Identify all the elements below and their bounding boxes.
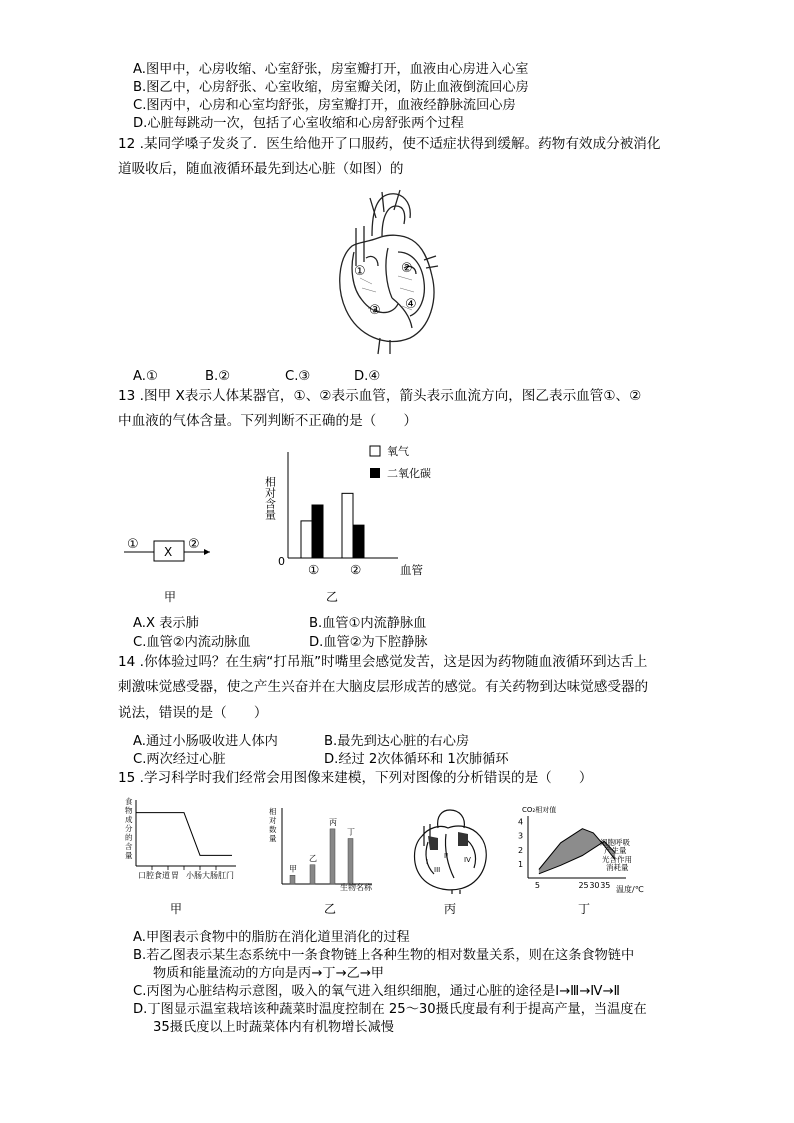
heart-label-3: ③ <box>369 303 381 318</box>
q14-stem-line2: 刺激味觉感受器，使之产生兴奋并在大脑皮层形成苦的感觉。有关药物到达味觉感受器的 <box>118 679 649 695</box>
ding-xtick-5: 5 <box>534 881 540 890</box>
q15-caption-bing: 丙 <box>444 902 457 916</box>
jia-x-label-5: 大肠 <box>202 871 218 880</box>
ding-ytick-2: 2 <box>518 845 524 855</box>
q14-option-c[interactable]: C.两次经过心脏 <box>133 752 226 767</box>
yi-bar-3 <box>330 829 335 884</box>
jia-ylabel-char-1: 食 <box>125 797 133 806</box>
bing-label-4: IV <box>464 856 471 864</box>
jia-x-label-1: 口腔 <box>138 871 154 880</box>
chart-category-2: ② <box>350 562 362 577</box>
q14-stem-line3: 说法，错误的是（ ） <box>118 705 268 721</box>
ding-ylabel: CO₂相对值 <box>522 806 557 814</box>
bing-label-2: II <box>444 852 449 860</box>
q15-option-b-continued: 物质和能量流动的方向是丙→丁→乙→甲 <box>153 966 384 981</box>
ding-xtick-35: 35 <box>600 881 611 890</box>
yi-bar-1 <box>290 875 295 884</box>
jia-x-label-6: 肛门 <box>218 871 234 880</box>
q15-caption-yi: 乙 <box>324 902 337 916</box>
heart-label-4: ④ <box>405 297 417 312</box>
jia-x-label-4: 小肠 <box>186 871 202 880</box>
q13-fig-jia <box>124 532 216 568</box>
bar-oxygen-vessel-2 <box>342 493 353 558</box>
q12-option-a[interactable]: A.① <box>133 369 158 384</box>
ding-legend-resp-2: 产生量 <box>604 846 627 855</box>
ding-xtick-25: 25 <box>578 881 589 890</box>
q13-stem-line2: 中血液的气体含量。下列判断不正确的是（ ） <box>118 413 418 429</box>
ding-legend-photo-1: 光合作用 <box>602 855 632 864</box>
yi-bar-2 <box>310 865 315 884</box>
q14-stem-line1: 14 .你体验过吗？在生病“打吊瓶”时嘴里会感觉发苦，这是因为药物随血液循环到达舌上 <box>118 654 648 670</box>
yi-ylabel-char-3: 数 <box>269 825 277 834</box>
q13-option-d[interactable]: D.血管②为下腔静脉 <box>309 635 428 650</box>
jia-ylabel-char-2: 物 <box>125 806 133 815</box>
bing-label-1: I <box>426 858 429 866</box>
chart-xlabel: 血管 <box>400 563 423 577</box>
q15-option-d[interactable]: D.丁图显示温室栽培该种蔬菜时温度控制在 25～30摄氏度最有利于提高产量，当温度在 <box>133 1002 647 1017</box>
jia-ylabel-char-3: 成 <box>125 815 133 824</box>
heart-label-2: ② <box>401 261 413 276</box>
q13-gas-bar-chart <box>263 436 436 582</box>
q11-option-a[interactable]: A.图甲中，心房收缩、心室舒张，房室瓣打开，血液由心房进入心室 <box>133 62 529 77</box>
bing-label-3: III <box>434 866 441 874</box>
q15-caption-jia: 甲 <box>170 902 183 916</box>
q12-option-b[interactable]: B.② <box>205 369 231 384</box>
fig-jia-out-label: ② <box>188 537 200 552</box>
q12-option-c[interactable]: C.③ <box>285 369 311 384</box>
q15-fig-bing-heart <box>408 806 494 894</box>
yi-bar-label-3: 丙 <box>329 817 337 827</box>
jia-x-label-3: 胃 <box>171 871 179 880</box>
fig-jia-box-label: X <box>164 545 173 559</box>
legend-co2-swatch <box>370 468 380 478</box>
heart-label-1: ① <box>354 264 366 279</box>
ding-ytick-1: 1 <box>518 859 524 869</box>
yi-xlabel: 生物名称 <box>340 883 372 892</box>
q13-caption-yi: 乙 <box>326 590 339 604</box>
q15-option-b[interactable]: B.若乙图表示某生态系统中一条食物链上各种生物的相对数量关系，则在这条食物链中 <box>133 948 635 963</box>
jia-x-label-2: 食道 <box>154 871 170 880</box>
q14-option-d[interactable]: D.经过 2次体循环和 1次肺循环 <box>324 752 509 767</box>
ding-legend-photo-2: 消耗量 <box>606 863 629 872</box>
fig-jia-in-label: ① <box>127 537 139 552</box>
q13-option-c[interactable]: C.血管②内流动脉血 <box>133 635 251 650</box>
yi-bar-label-1: 甲 <box>289 864 297 874</box>
ding-ytick-3: 3 <box>518 831 524 841</box>
ding-xlabel: 温度/℃ <box>616 885 644 894</box>
q13-option-a[interactable]: A.X 表示肺 <box>133 616 199 631</box>
yi-bar-label-2: 乙 <box>309 853 317 863</box>
jia-ylabel-char-7: 量 <box>125 851 133 860</box>
ding-legend-resp-1: 细胞呼吸 <box>600 838 630 847</box>
q12-stem-line1: 12 .某同学嗓子发炎了．医生给他开了口服药，使不适症状得到缓解。药物有效成分被消化 <box>118 136 661 152</box>
legend-oxygen-label: 氧气 <box>387 445 409 458</box>
bar-co2-vessel-1 <box>312 505 323 558</box>
bar-co2-vessel-2 <box>353 525 364 558</box>
jia-ylabel-char-5: 的 <box>125 833 133 842</box>
q11-option-b[interactable]: B.图乙中，心房舒张、心室收缩，房室瓣关闭，防止血液倒流回心房 <box>133 80 529 95</box>
q15-caption-ding: 丁 <box>578 902 591 916</box>
yi-ylabel-char-2: 对 <box>269 816 277 825</box>
q15-option-a[interactable]: A.甲图表示食物中的脂肪在消化道里消化的过程 <box>133 930 410 945</box>
chart-category-1: ① <box>308 562 320 577</box>
q12-heart-figure <box>332 188 442 356</box>
yi-ylabel-char-4: 量 <box>269 834 277 843</box>
jia-content-line <box>136 813 232 856</box>
bar-oxygen-vessel-1 <box>301 521 312 558</box>
q15-option-d-continued: 35摄氏度以上时蔬菜体内有机物增长减慢 <box>153 1020 394 1035</box>
jia-ylabel-char-6: 含 <box>125 842 133 851</box>
q13-caption-jia: 甲 <box>164 590 177 604</box>
q15-stem: 15 .学习科学时我们经常会用图像来建模，下列对图像的分析错误的是（ ） <box>118 770 593 786</box>
legend-co2-label: 二氧化碳 <box>387 467 431 480</box>
q13-option-b[interactable]: B.血管①内流静脉血 <box>309 616 427 631</box>
q14-option-a[interactable]: A.通过小肠吸收进人体内 <box>133 734 278 749</box>
yi-bar-4 <box>348 839 353 885</box>
chart-ylabel: 相对含量 <box>263 476 277 520</box>
legend-oxygen-swatch <box>370 446 380 456</box>
q11-option-c[interactable]: C.图丙中，心房和心室均舒张，房室瓣打开，血液经静脉流回心房 <box>133 98 516 113</box>
q12-stem-line2: 道吸收后，随血液循环最先到达心脏（如图）的 <box>118 161 404 177</box>
q15-fig-ding-co2 <box>510 802 670 898</box>
yi-bar-label-4: 丁 <box>347 827 355 837</box>
q15-fig-jia-digestion <box>124 796 240 896</box>
q13-stem-line1: 13 .图甲 X表示人体某器官，①、②表示血管，箭头表示血流方向，图乙表示血管①、② <box>118 388 642 404</box>
ding-xtick-30: 30 <box>589 881 600 890</box>
q15-option-c[interactable]: C.丙图为心脏结构示意图，吸入的氧气进入组织细胞，通过心脏的途径是Ⅰ→Ⅲ→Ⅳ→Ⅱ <box>133 984 621 999</box>
ding-ytick-4: 4 <box>518 817 524 827</box>
q14-option-b[interactable]: B.最先到达心脏的右心房 <box>324 734 470 749</box>
jia-ylabel-char-4: 分 <box>125 824 133 833</box>
q11-option-d[interactable]: D.心脏每跳动一次，包括了心室收缩和心房舒张两个过程 <box>133 116 464 131</box>
q15-fig-yi-population <box>268 806 388 892</box>
yi-ylabel-char-1: 相 <box>269 807 277 816</box>
q12-option-d[interactable]: D.④ <box>354 369 381 384</box>
chart-origin-label: 0 <box>278 555 285 568</box>
